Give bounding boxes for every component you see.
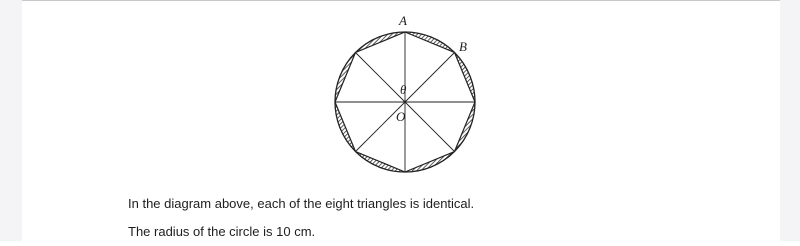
radius-line (405, 53, 455, 103)
octagon-in-circle-diagram (320, 8, 490, 178)
question-text (128, 190, 474, 246)
point-b-label: B (459, 39, 467, 54)
point-a-label: A (399, 13, 407, 28)
left-margin (0, 0, 22, 241)
radius-line (356, 53, 406, 103)
right-margin (780, 0, 800, 241)
question-line-2: The radius of the circle is 10 cm. (128, 224, 316, 239)
question-line-1: In the diagram above, each of the eight triangles is identical. (128, 196, 475, 211)
diagram-canvas (320, 8, 490, 178)
top-divider (0, 0, 800, 1)
center-o-label: O (396, 109, 406, 124)
radii (335, 32, 475, 172)
radius-line (405, 102, 455, 152)
angle-theta-label: θ (400, 82, 407, 97)
